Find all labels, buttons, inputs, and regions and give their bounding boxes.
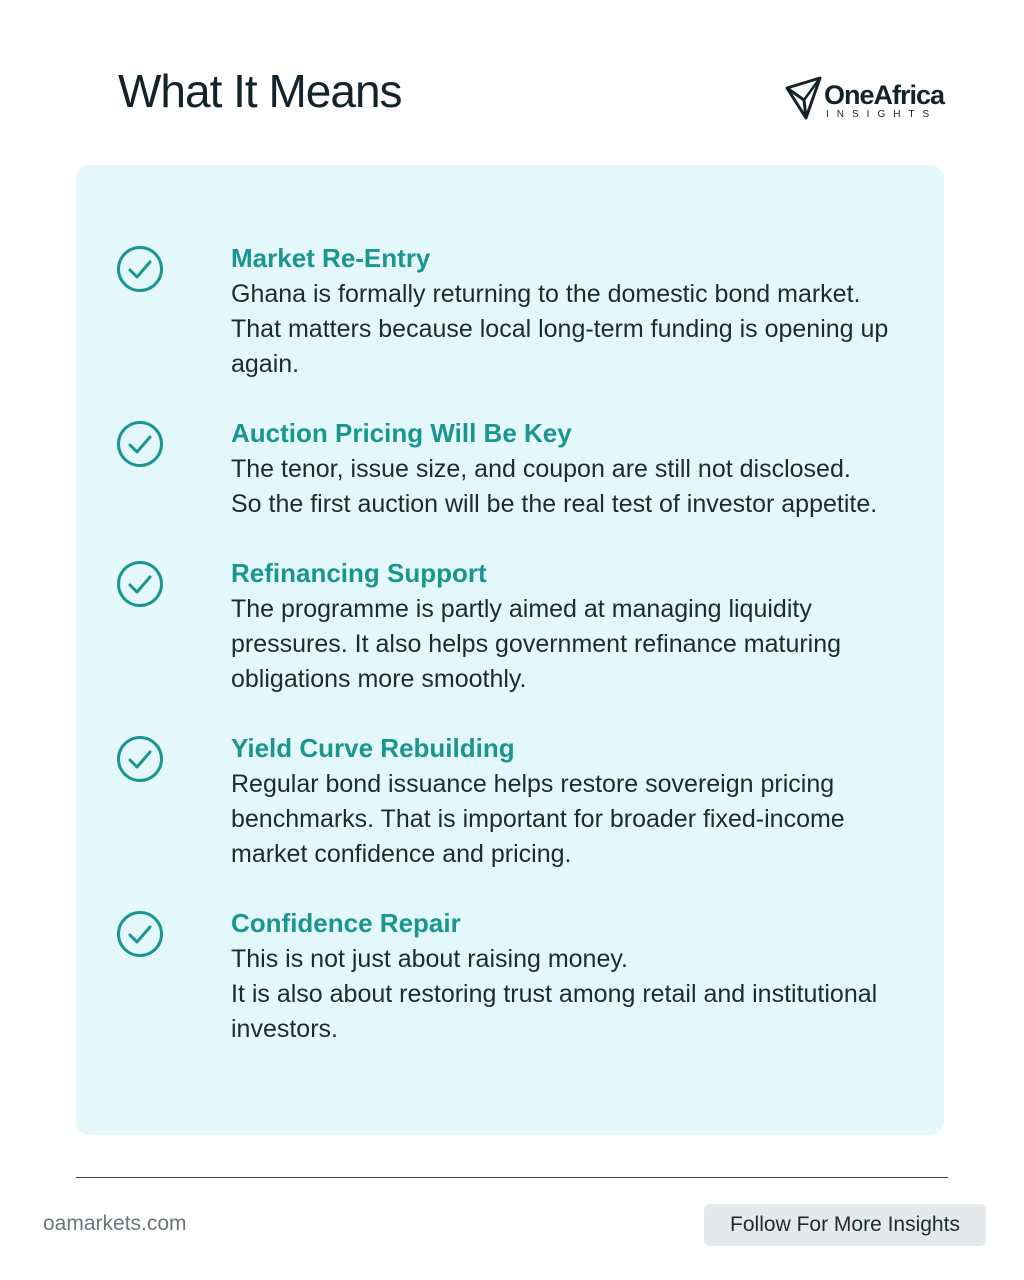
- insight-title: Confidence Repair: [231, 908, 461, 938]
- insight-text-line: That matters because local long-term funding is opening up: [231, 315, 889, 343]
- insight-title: Auction Pricing Will Be Key: [231, 418, 572, 448]
- follow-button[interactable]: Follow For More Insights: [704, 1204, 986, 1246]
- insight-text-line: This is not just about raising money.: [231, 945, 628, 973]
- logo-subtitle: INSIGHTS: [826, 109, 938, 120]
- check-circle-icon: [116, 735, 164, 783]
- website-link[interactable]: oamarkets.com: [43, 1212, 187, 1235]
- check-circle-icon: [116, 560, 164, 608]
- insight-text-line: Regular bond issuance helps restore sovereign pricing: [231, 770, 835, 798]
- insight-text-line: again.: [231, 350, 300, 378]
- check-circle-icon: [116, 245, 164, 293]
- check-circle-icon: [116, 910, 164, 958]
- footer-divider: [76, 1177, 948, 1178]
- insight-title: Market Re-Entry: [231, 243, 431, 273]
- paper-plane-logo-icon: [784, 76, 824, 122]
- insight-title: Refinancing Support: [231, 558, 487, 588]
- insight-text-line: market confidence and pricing.: [231, 840, 572, 868]
- insight-text-line: The programme is partly aimed at managing liquidity: [231, 595, 812, 623]
- logo-name: OneAfrica: [824, 80, 945, 110]
- insight-title: Yield Curve Rebuilding: [231, 733, 515, 763]
- insight-text-line: It is also about restoring trust among retail and institutional: [231, 980, 878, 1008]
- insight-text-line: investors.: [231, 1015, 338, 1043]
- page-title: What It Means: [118, 65, 402, 117]
- check-circle-icon: [116, 420, 164, 468]
- insights-card: [76, 165, 944, 1135]
- insight-text-line: Ghana is formally returning to the domestic bond market.: [231, 280, 861, 308]
- brand-logo: [784, 76, 954, 124]
- insight-text-line: The tenor, issue size, and coupon are still not disclosed.: [231, 455, 851, 483]
- insight-text-line: So the first auction will be the real test of investor appetite.: [231, 490, 878, 518]
- insight-text-line: benchmarks. That is important for broader fixed-income: [231, 805, 845, 833]
- insight-text-line: obligations more smoothly.: [231, 665, 527, 693]
- insight-text-line: pressures. It also helps government refinance maturing: [231, 630, 842, 658]
